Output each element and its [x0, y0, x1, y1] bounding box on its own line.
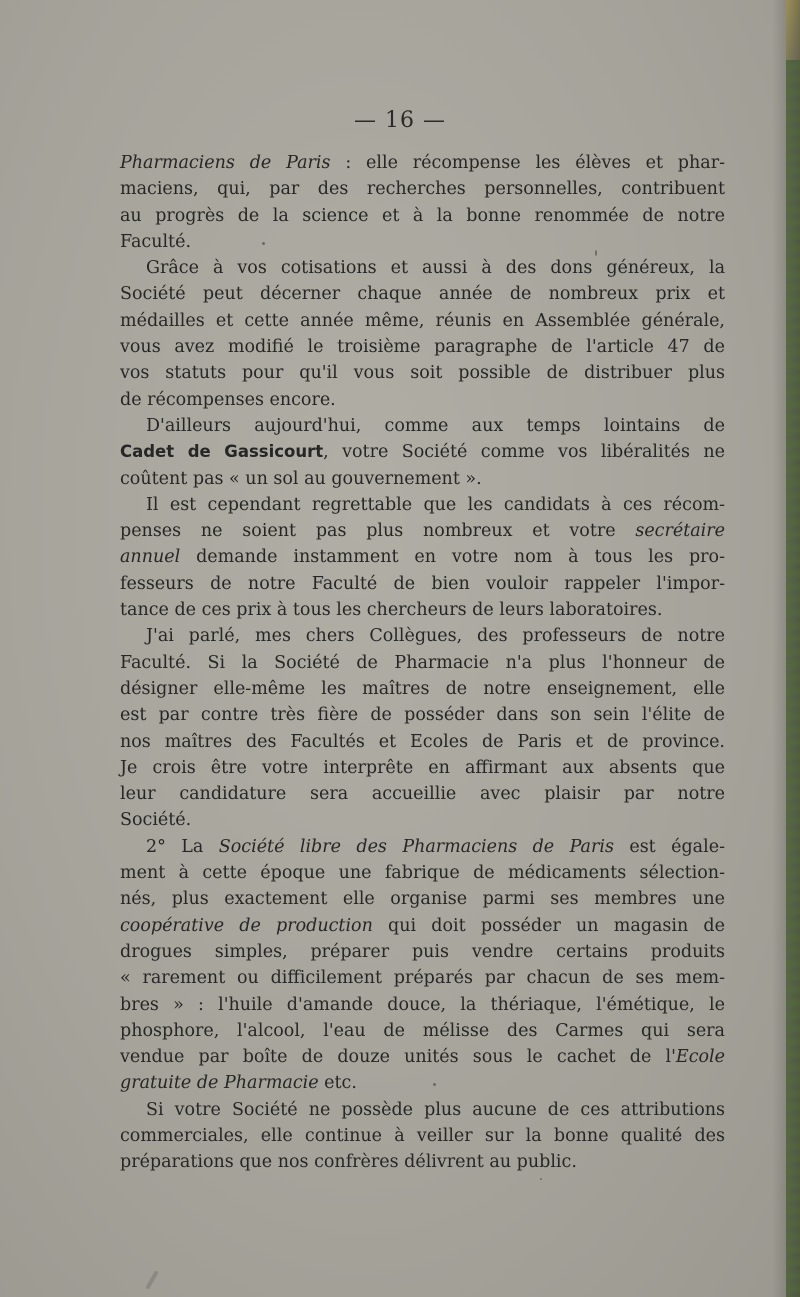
page-number: — 16 — — [354, 108, 446, 133]
text-line — [120, 834, 725, 860]
text-segment: : elle récompense les élèves et phar- — [330, 153, 725, 173]
text-line — [120, 176, 725, 202]
text-segment: annuel — [120, 547, 181, 568]
text-segment: de récompenses encore. — [120, 389, 336, 410]
text-segment: préparations que nos confrères délivrent au public. — [120, 1152, 577, 1173]
text-line — [120, 518, 725, 544]
text-segment: nos maîtres des Facultés et Ecoles de Paris et de province. — [120, 731, 725, 752]
text-line — [120, 1070, 725, 1096]
text-line — [120, 650, 725, 676]
text-segment: est égale- — [613, 836, 725, 857]
text-segment: Grâce à vos cotisations et aussi à des dons généreux, la — [146, 258, 725, 279]
text-segment: bres » : l'huile d'amande douce, la thériaque, l'émétique, le — [120, 994, 725, 1015]
text-segment: coopérative de production — [120, 915, 373, 936]
text-segment: nés, plus exactement elle organise parmi ses membres une — [120, 889, 725, 910]
text-line — [120, 334, 725, 360]
text-segment: au progrès de la science et à la bonne renommée de notre — [120, 205, 725, 226]
text-segment: Faculté. — [120, 231, 192, 252]
text-segment: maciens, qui, par des recherches personnelles, contribuent — [120, 179, 725, 200]
text-line — [120, 702, 725, 728]
body-text — [120, 150, 725, 1176]
text-line — [120, 992, 725, 1018]
text-segment: commerciales, elle continue à veiller sur la bonne qualité des — [120, 1125, 725, 1146]
text-segment: Il est cependant regrettable que les candidats à ces récom- — [146, 494, 725, 515]
text-segment: Si votre Société ne possède plus aucune de ces attributions — [146, 1099, 725, 1120]
text-line — [120, 229, 725, 255]
text-segment: drogues simples, préparer puis vendre certains produits — [120, 941, 725, 962]
text-line — [120, 544, 725, 570]
text-line — [120, 360, 725, 386]
text-segment: fesseurs de notre Faculté de bien vouloir rappeler l'impor- — [120, 573, 725, 594]
text-line — [120, 571, 725, 597]
text-line — [120, 913, 725, 939]
text-line — [120, 1123, 725, 1149]
text-segment: demande instamment en votre nom à tous les pro- — [180, 547, 725, 568]
text-line — [120, 150, 725, 176]
text-segment: 2° La — [146, 836, 219, 857]
text-segment: phosphore, l'alcool, l'eau de mélisse des Carmes qui sera — [120, 1020, 725, 1041]
text-segment: vous avez modifié le troisième paragraphe de l'article 47 de — [120, 337, 725, 358]
text-segment: D'ailleurs aujourd'hui, comme aux temps lointains de — [146, 415, 725, 436]
text-segment: désigner elle-même les maîtres de notre enseignement, elle — [120, 678, 725, 699]
text-line — [120, 886, 725, 912]
text-segment: coûtent pas « un sol au gouvernement ». — [120, 468, 482, 489]
text-segment: « rarement ou difficilement préparés par chacun de ses mem- — [120, 968, 725, 989]
text-segment: Je crois être votre interprête en affirmant aux absents que — [120, 757, 725, 778]
text-segment: Société libre des Pharmaciens de Paris — [218, 836, 614, 857]
text-line — [120, 492, 725, 518]
text-line — [120, 1149, 725, 1175]
text-line — [120, 413, 725, 439]
text-line — [120, 860, 725, 886]
text-line — [120, 676, 725, 702]
text-line — [120, 466, 725, 492]
text-line — [120, 965, 725, 991]
text-segment: médailles et cette année même, réunis en Assemblée générale, — [120, 310, 725, 331]
text-line — [120, 1097, 725, 1123]
text-line — [120, 807, 725, 833]
text-segment: etc. — [318, 1073, 357, 1094]
text-segment: vendue par boîte de douze unités sous le cachet de l' — [120, 1047, 676, 1068]
text-line — [120, 1044, 725, 1070]
text-segment: Cadet de Gassicourt — [120, 442, 324, 462]
text-line — [120, 1018, 725, 1044]
text-segment: penses ne soient pas plus nombreux et votre — [120, 521, 636, 542]
text-line — [120, 755, 725, 781]
text-line — [120, 597, 725, 623]
text-segment: , votre Société comme vos libéralités ne — [323, 442, 725, 463]
text-line — [120, 281, 725, 307]
text-line — [120, 781, 725, 807]
text-segment: Société. — [120, 810, 192, 831]
text-segment: vos statuts pour qu'il vous soit possible de distribuer plus — [120, 363, 725, 384]
text-line — [120, 439, 725, 465]
text-segment: Société peut décerner chaque année de nombreux prix et — [120, 284, 725, 305]
text-line — [120, 939, 725, 965]
text-segment: gratuite de Pharmacie — [120, 1073, 319, 1094]
text-line — [120, 308, 725, 334]
paper-speck — [145, 1270, 158, 1289]
text-segment: Pharmaciens de Paris — [120, 153, 331, 173]
paper-speck — [540, 1178, 542, 1180]
text-segment: secrétaire — [635, 521, 725, 542]
text-segment: est par contre très fière de posséder dans son sein l'élite de — [120, 705, 725, 726]
text-line — [120, 203, 725, 229]
text-line — [120, 729, 725, 755]
page-edge-binding — [786, 60, 800, 1297]
text-segment: Ecole — [675, 1047, 725, 1068]
text-segment: leur candidature sera accueillie avec plaisir par notre — [120, 784, 725, 805]
text-segment: tance de ces prix à tous les chercheurs de leurs laboratoires. — [120, 600, 663, 621]
text-line — [120, 387, 725, 413]
text-segment: ment à cette époque une fabrique de médicaments sélection- — [120, 863, 725, 884]
text-segment: J'ai parlé, mes chers Collègues, des professeurs de notre — [146, 626, 725, 647]
text-segment: Faculté. Si la Société de Pharmacie n'a plus l'honneur de — [120, 652, 725, 673]
text-segment: qui doit posséder un magasin de — [372, 915, 725, 936]
text-line — [120, 623, 725, 649]
text-line — [120, 255, 725, 281]
